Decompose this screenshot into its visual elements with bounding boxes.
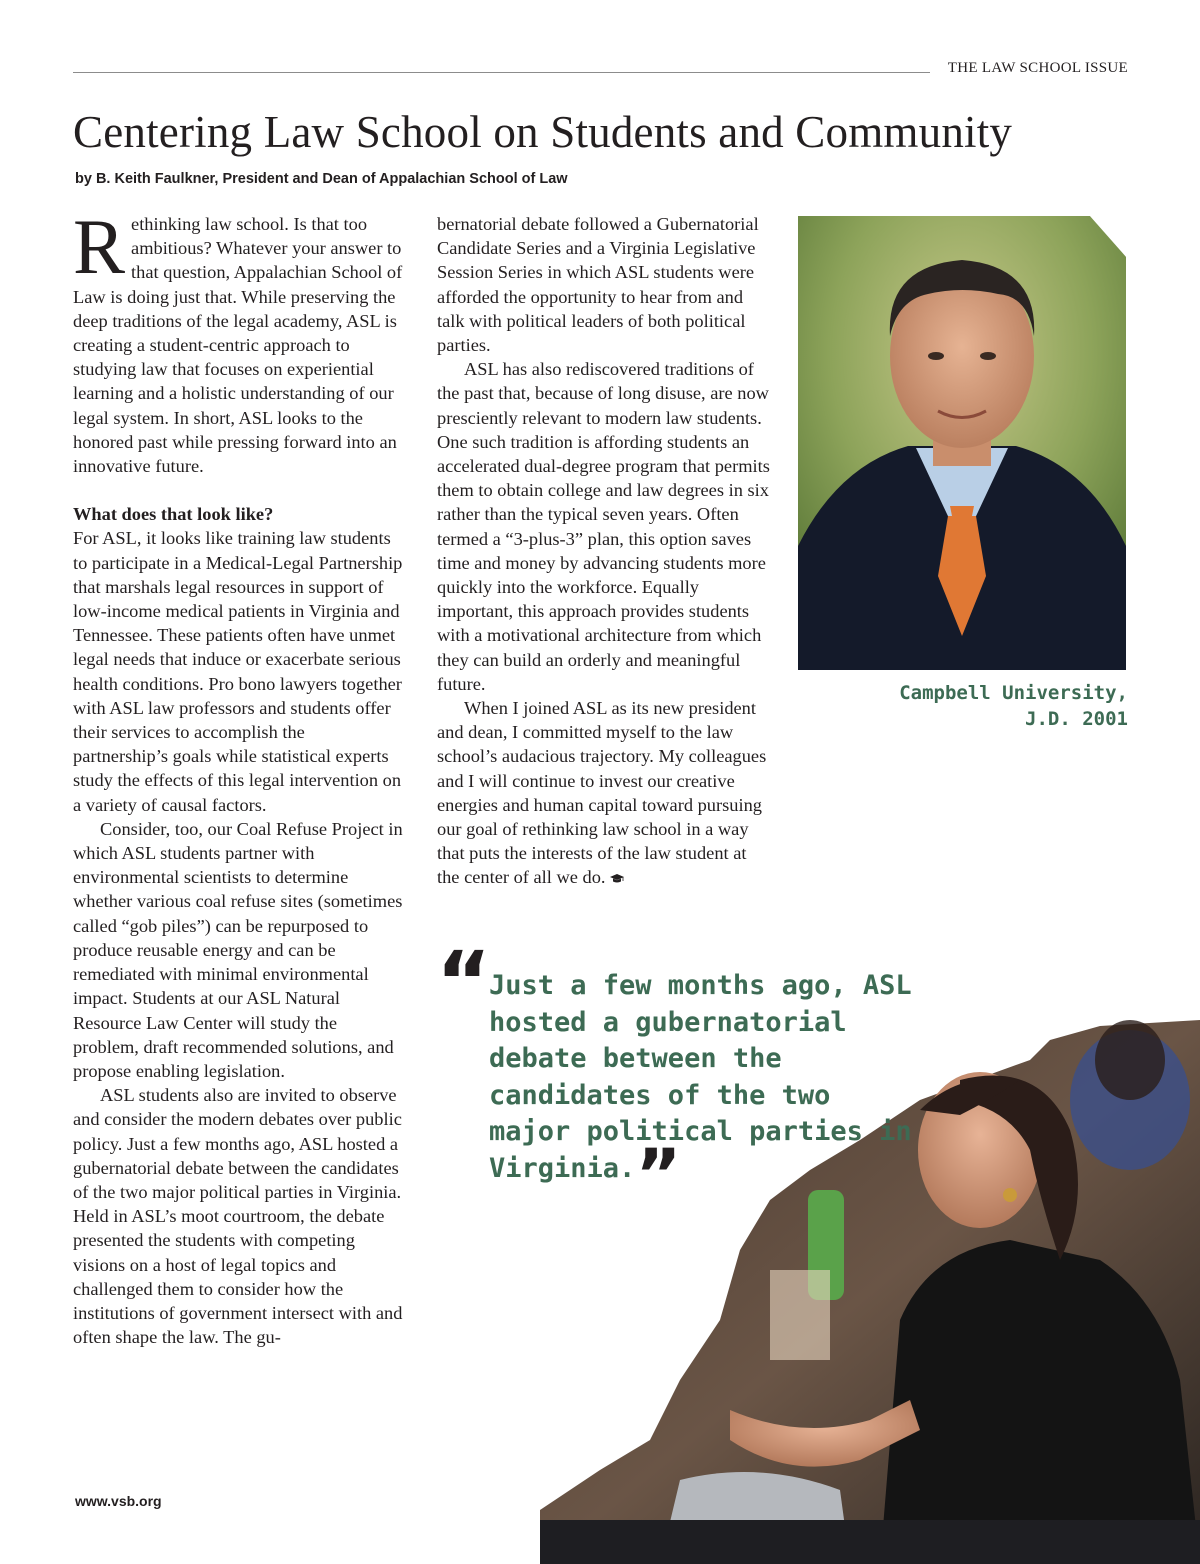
header-rule	[73, 72, 930, 73]
caption-line-2: J.D. 2001	[1025, 708, 1128, 730]
paragraph: ASL students also are invited to observe and consider the modern debates over public policy. Just a few months ago, ASL hosted a gubernatorial debate between the candidates of the two major political parties in Virginia. Held in ASL’s moot courtroom, the debate presented the students with competing visions on a host of legal topics and challenged them to consider how the institutions of government intersect with and often shape the law. The gu-	[73, 1085, 403, 1348]
intro-paragraph	[73, 203, 403, 478]
caption-line-1: Campbell University,	[899, 682, 1128, 704]
section-subhead: What does that look like?	[73, 504, 274, 525]
close-quote-mark: ”	[635, 1133, 682, 1216]
portrait-caption	[899, 680, 1128, 732]
paragraph: ASL has also rediscovered traditions of the past that, because of long disuse, are now presciently relevant to modern law students. One such tradition is affording students an accelerated dual-degree program that permits them to obtain college and law degrees in six rather than the typical seven years. Often termed a “3-plus-3” plan, this option saves time and money by advancing students more quickly into the workforce. Equally important, this approach provides students with a motivational architecture from which they can build an orderly and meaningful future.	[437, 359, 770, 694]
pull-quote	[489, 968, 919, 1216]
final-paragraph	[437, 696, 772, 890]
final-paragraph-text: When I joined ASL as its new president and dean, I committed myself to the law school’s audacious trajectory. My colleagues and I will continue to invest our creative energies and human capital toward pursuing our goal of rethinking law school in a way that puts the interests of the law student at the center of all we do.	[437, 698, 767, 888]
intro-text: ethinking law school. Is that too ambitious? Whatever your answer to that question, Appalachian School of Law is doing just that. While preserving the deep traditions of the legal academy, ASL is creating a student-centric approach to studying law that focuses on experiential learning and a holistic understanding of our legal system. In short, ASL looks to the honored past while pressing forward into an innovative future.	[73, 214, 403, 477]
author-portrait	[798, 216, 1126, 670]
graduation-cap-icon	[610, 874, 624, 884]
open-quote-mark: “	[436, 933, 492, 1031]
paragraph: Consider, too, our Coal Refuse Project in which ASL students partner with environmental scientists to determine whether various coal refuse sites (sometimes called “gob piles”) can be repurposed to produce reusable energy and can be remediated with minimal environmental impact. Students at our ASL Natural Resource Law Center will study the problem, draft recommended solutions, and propose enabling legislation.	[73, 818, 403, 1081]
author-portrait-image	[798, 216, 1126, 670]
article-column-2	[437, 212, 772, 890]
pull-quote-text: Just a few months ago, ASL hosted a gubernatorial debate between the candidates of the two major political parties in Virginia.	[489, 970, 912, 1184]
paragraph: For ASL, it looks like training law students to participate in a Medical-Legal Partnership that marshals legal resources in support of low-income medical patients in Virginia and Tennessee. These patients often have unmet legal needs that induce or exacerbate serious health conditions. Pro bono lawyers together with ASL law professors and students offer their services to accomplish the partnership’s goals while statistical experts study the effects of this legal intervention on a variety of causal factors.	[73, 528, 403, 815]
drop-cap: R	[73, 203, 126, 290]
issue-label: THE LAW SCHOOL ISSUE	[947, 60, 1128, 76]
paragraph: bernatorial debate followed a Gubernatorial Candidate Series and a Virginia Legislative Session Series in which ASL students were afforded the opportunity to hear from and talk with political leaders of both political parties.	[437, 214, 759, 356]
footer-url[interactable]: www.vsb.org	[75, 1493, 162, 1509]
article-title: Centering Law School on Students and Community	[73, 107, 1013, 157]
article-byline: by B. Keith Faulkner, President and Dean of Appalachian School of Law	[75, 171, 568, 187]
article-column-1	[73, 203, 403, 1349]
